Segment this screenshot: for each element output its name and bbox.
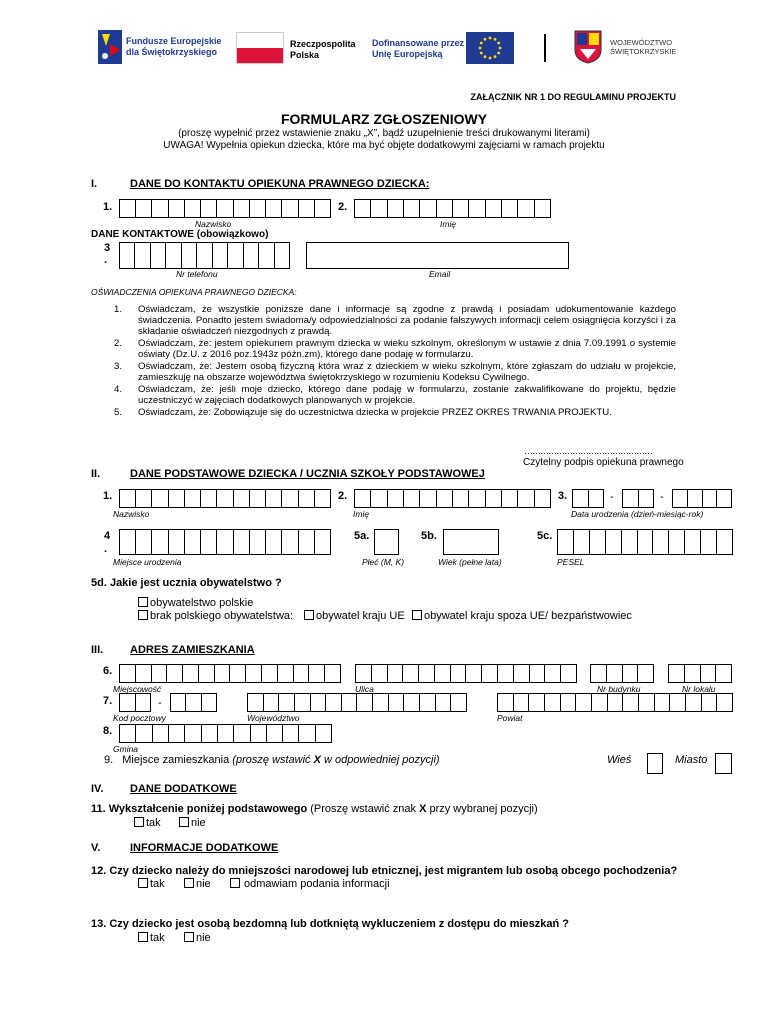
village-label: Wieś <box>607 754 632 766</box>
s2-f4-label: 4 <box>104 530 111 542</box>
birth-month-field[interactable] <box>622 489 654 508</box>
logo-fundusze-europejskie <box>98 30 228 66</box>
logo4-line2: ŚWIĘTOKRZYSKIE <box>610 47 677 56</box>
s2-f4-dot: . <box>104 543 108 555</box>
date-dash-2: - <box>660 491 664 503</box>
birthplace-field[interactable] <box>119 529 331 555</box>
eu-flag-icon <box>466 32 514 64</box>
s2-f4-caption: Miejsce urodzenia <box>113 557 182 567</box>
q13-option-yes[interactable] <box>138 932 165 944</box>
guardian-firstname-field[interactable] <box>354 199 551 218</box>
postal-code-part1-field[interactable] <box>119 693 151 712</box>
form-title: FORMULARZ ZGŁOSZENIOWY <box>280 111 488 127</box>
s2-f1-label: 1. <box>103 490 113 502</box>
s3-postal-caption: Kod pocztowy <box>113 713 166 723</box>
guardian-phone-field[interactable] <box>119 242 290 269</box>
s3-street-caption: Ulica <box>355 684 374 694</box>
checkbox-icon[interactable] <box>412 610 422 620</box>
signature-line[interactable]: ………………………………………… <box>524 446 652 456</box>
declaration-item <box>114 304 676 337</box>
s3-apartment-caption: Nr lokalu <box>682 684 716 694</box>
question-9 <box>104 754 440 766</box>
declaration-item <box>114 338 676 360</box>
city-label: Miasto <box>675 754 708 766</box>
declaration-item <box>114 407 676 418</box>
signature-label: Czytelny podpis opiekuna prawnego <box>523 457 684 468</box>
sex-field[interactable] <box>374 529 399 555</box>
logo3-line1: Dofinansowane przez <box>372 38 465 48</box>
declarations-heading: OŚWIADCZENIA OPIEKUNA PRAWNEGO DZIECKA: <box>91 287 297 297</box>
s2-f5c-caption: PESEL <box>557 557 585 567</box>
apartment-number-field[interactable] <box>668 664 732 683</box>
building-number-field[interactable] <box>590 664 654 683</box>
s2-f5b-label: 5b. <box>421 530 437 542</box>
pl-flag-icon <box>236 32 284 64</box>
section2-roman: II. <box>91 468 101 480</box>
s1-email-caption: Email <box>429 269 451 279</box>
s3-voivodeship-caption: Województwo <box>247 713 300 723</box>
q12-option-yes[interactable] <box>138 878 165 890</box>
q9-hint-a: (proszę wstawić <box>232 754 314 766</box>
s3-commune-caption: Gmina <box>113 744 139 754</box>
logo3-line2: Unię Europejską <box>372 49 443 59</box>
guardian-surname-field[interactable] <box>119 199 331 218</box>
logo-rzeczpospolita <box>236 32 356 64</box>
s3-f7-label: 7. <box>103 695 113 707</box>
city-checkbox[interactable] <box>715 753 732 774</box>
section1-heading: DANE DO KONTAKTU OPIEKUNA PRAWNEGO DZIECKA: <box>130 178 430 190</box>
form-subtitle-2: UWAGA! Wypełnia opiekun dziecka, które ma być objęte dodatkowymi zajęciami w ramach projektu <box>163 140 605 151</box>
s1-f1-caption: Nazwisko <box>195 219 232 229</box>
option-label: tak <box>146 817 161 829</box>
voivodeship-field[interactable] <box>247 693 467 712</box>
option-label: tak <box>150 932 165 944</box>
s1-f3-label: 3 <box>104 242 111 254</box>
s1-f3-dot: . <box>104 254 108 266</box>
checkbox-icon[interactable] <box>304 610 314 620</box>
s2-f5a-label: 5a. <box>354 530 370 542</box>
option-label: tak <box>150 878 165 890</box>
section5-heading: INFORMACJE DODATKOWE <box>130 842 279 854</box>
q11-hint-b: przy wybranej pozycji) <box>426 803 538 815</box>
section3-heading: ADRES ZAMIESZKANIA <box>130 644 255 656</box>
s2-f5a-caption: Płeć (M, K) <box>362 557 405 567</box>
option-label: nie <box>196 878 211 890</box>
logo2-line1: Rzeczpospolita <box>290 39 356 49</box>
child-firstname-field[interactable] <box>354 489 551 508</box>
s2-f3-label: 3. <box>558 490 568 502</box>
declaration-text: Oświadczam, że: jestem opiekunem prawnym dziecka w wieku szkolnym, określonym w ustawie z dnia 7.09.1991 o systemie oświaty (Dz.U. z 2016 poz.1943z późn.zm), którego dane podaję w formularzu. <box>138 338 676 360</box>
village-checkbox[interactable] <box>647 753 663 774</box>
section1-roman: I. <box>91 178 98 190</box>
pesel-field[interactable] <box>557 529 733 555</box>
annex-label: ZAŁĄCZNIK NR 1 DO REGULAMINU PROJEKTU <box>470 92 676 102</box>
county-field[interactable] <box>497 693 733 712</box>
s3-city-caption: Miejscowość <box>113 684 162 694</box>
logo2-line2: Polska <box>290 50 320 60</box>
declaration-text: Oświadczam, że wszystkie poniższe dane i informacje są zgodne z prawdą i posiadam udokumentowanie każdego świadczenia. Ponadto jestem świadoma/y odpowiedzialności za podanie fałszywych informacji celem osiągnięcia korzyści i za składanie oświadczeń niezgodnych z prawdą. <box>138 304 676 337</box>
question-12: 12. Czy dziecko należy do mniejszości narodowej lub etnicznej, jest migrantem lub osobą obcego pochodzenia? <box>91 865 678 877</box>
s1-f2-label: 2. <box>338 201 348 213</box>
age-field[interactable] <box>443 529 499 555</box>
child-surname-field[interactable] <box>119 489 331 508</box>
declaration-number: 1. <box>114 304 123 315</box>
checkbox-icon[interactable] <box>138 610 148 620</box>
s2-f5c-label: 5c. <box>537 530 553 542</box>
s1-f2-caption: Imię <box>440 219 457 229</box>
checkbox-icon[interactable] <box>138 597 148 607</box>
option-label: obywatel kraju spoza UE/ bezpaństwowiec <box>424 610 632 622</box>
q13-option-no[interactable] <box>184 932 211 944</box>
declaration-number: 5. <box>114 407 123 418</box>
s2-f3-caption: Data urodzenia (dzień-miesiąc-rok) <box>571 509 704 519</box>
section2-heading: DANE PODSTAWOWE DZIECKA / UCZNIA SZKOŁY PODSTAWOWEJ <box>130 468 485 480</box>
declaration-text: Oświadczam, że: Zobowiązuje się do uczestnictwa dziecka w projekcie PRZEZ OKRES TRWANIA PROJEKTU. <box>138 407 612 418</box>
postal-code-part2-field[interactable] <box>170 693 217 712</box>
q9-number: 9. <box>104 754 114 766</box>
declaration-number: 2. <box>114 338 123 349</box>
q9-hint-x: X <box>313 754 321 766</box>
section5-roman: V. <box>91 842 101 854</box>
s1-f1-label: 1. <box>103 201 113 213</box>
contact-heading: DANE KONTAKTOWE (obowiązkowo) <box>91 229 269 240</box>
postal-dash: - <box>158 697 162 709</box>
q11-bold: 11. Wykształcenie poniżej podstawowego <box>91 803 308 815</box>
s3-building-caption: Nr budynku <box>597 684 641 694</box>
option-label: odmawiam podania informacji <box>244 878 390 890</box>
birth-day-field[interactable] <box>572 489 604 508</box>
checkbox-icon[interactable] <box>138 878 148 888</box>
checkbox-icon[interactable] <box>134 817 144 827</box>
checkbox-icon[interactable] <box>184 878 194 888</box>
declaration-item <box>114 361 676 383</box>
option-label: obywatel kraju UE <box>316 610 405 622</box>
question-13: 13. Czy dziecko jest osobą bezdomną lub dotkniętą wykluczeniem z dostępu do mieszkań ? <box>91 918 569 930</box>
option-label: obywatelstwo polskie <box>150 597 254 609</box>
guardian-email-field[interactable] <box>306 242 569 269</box>
street-field[interactable] <box>355 664 577 683</box>
q9-text: Miejsce zamieszkania <box>122 754 233 766</box>
question-5d: 5d. Jakie jest ucznia obywatelstwo ? <box>91 577 282 589</box>
question-11 <box>91 803 538 815</box>
option-no-polish-citizenship[interactable] <box>138 610 293 622</box>
q12-option-no[interactable] <box>184 878 211 890</box>
logo1-line2: dla Świętokrzyskiego <box>126 47 218 57</box>
q9-hint-b: w odpowiedniej pozycji) <box>320 754 440 766</box>
option-eu-citizen[interactable] <box>304 610 405 622</box>
section4-heading: DANE DODATKOWE <box>130 783 237 795</box>
s3-county-caption: Powiat <box>497 713 523 723</box>
checkbox-icon[interactable] <box>230 878 240 888</box>
declarations-list <box>114 304 676 419</box>
q11-option-yes[interactable] <box>134 817 161 829</box>
declaration-item <box>114 384 676 406</box>
q11-hint-x: X <box>419 803 427 815</box>
logo-wojewodztwo <box>574 30 677 66</box>
logo-unia-europejska <box>372 32 516 64</box>
s2-f2-label: 2. <box>338 490 348 502</box>
declaration-number: 3. <box>114 361 123 372</box>
checkbox-icon[interactable] <box>179 817 189 827</box>
logo4-line1: WOJEWÓDZTWO <box>610 38 673 47</box>
checkbox-icon[interactable] <box>184 932 194 942</box>
option-label: nie <box>196 932 211 944</box>
option-polish-citizen[interactable] <box>138 597 253 609</box>
form-subtitle-1: (proszę wypełnić przez wstawienie znaku „X”, bądź uzupełnienie treści drukowanymi literami) <box>178 128 590 139</box>
checkbox-icon[interactable] <box>138 932 148 942</box>
commune-field[interactable] <box>119 724 332 743</box>
s2-f5b-caption: Wiek (pełne lata) <box>438 557 502 567</box>
s3-f8-label: 8. <box>103 725 113 737</box>
option-label: brak polskiego obywatelstwa: <box>150 610 294 622</box>
coat-of-arms-icon <box>574 30 602 64</box>
declaration-text: Oświadczam, że: Jestem osobą fizyczną która wraz z dzieckiem w wieku szkolnym, które zgłaszam do udziału w projekcie, zamieszkuję na obszarze województwa świętokrzyskiego w rozumieniu Kodeksu Cywilnego. <box>138 361 676 383</box>
option-label: nie <box>191 817 206 829</box>
section3-roman: III. <box>91 644 104 656</box>
section4-roman: IV. <box>91 783 104 795</box>
q11-option-no[interactable] <box>179 817 206 829</box>
s2-f1-caption: Nazwisko <box>113 509 150 519</box>
s2-f2-caption: Imię <box>353 509 370 519</box>
q12-option-refuse[interactable] <box>230 878 390 890</box>
option-non-eu-citizen[interactable] <box>412 610 632 622</box>
logo-divider <box>544 34 546 62</box>
fe-icon <box>98 30 122 64</box>
logo1-line1: Fundusze Europejskie <box>126 36 222 46</box>
s3-f6-label: 6. <box>103 665 113 677</box>
city-field[interactable] <box>119 664 341 683</box>
date-dash-1: - <box>610 491 614 503</box>
birth-year-field[interactable] <box>672 489 732 508</box>
q11-hint-a: (Proszę wstawić znak <box>307 803 420 815</box>
s1-phone-caption: Nr telefonu <box>176 269 218 279</box>
declaration-text: Oświadczam, że: jeśli moje dziecko, którego dane podaję w formularzu, zostanie zakwalifikowane do projektu, będzie uczestniczyć w zajęciach dodatkowych planowanych w projekcie. <box>138 384 676 406</box>
declaration-number: 4. <box>114 384 123 395</box>
